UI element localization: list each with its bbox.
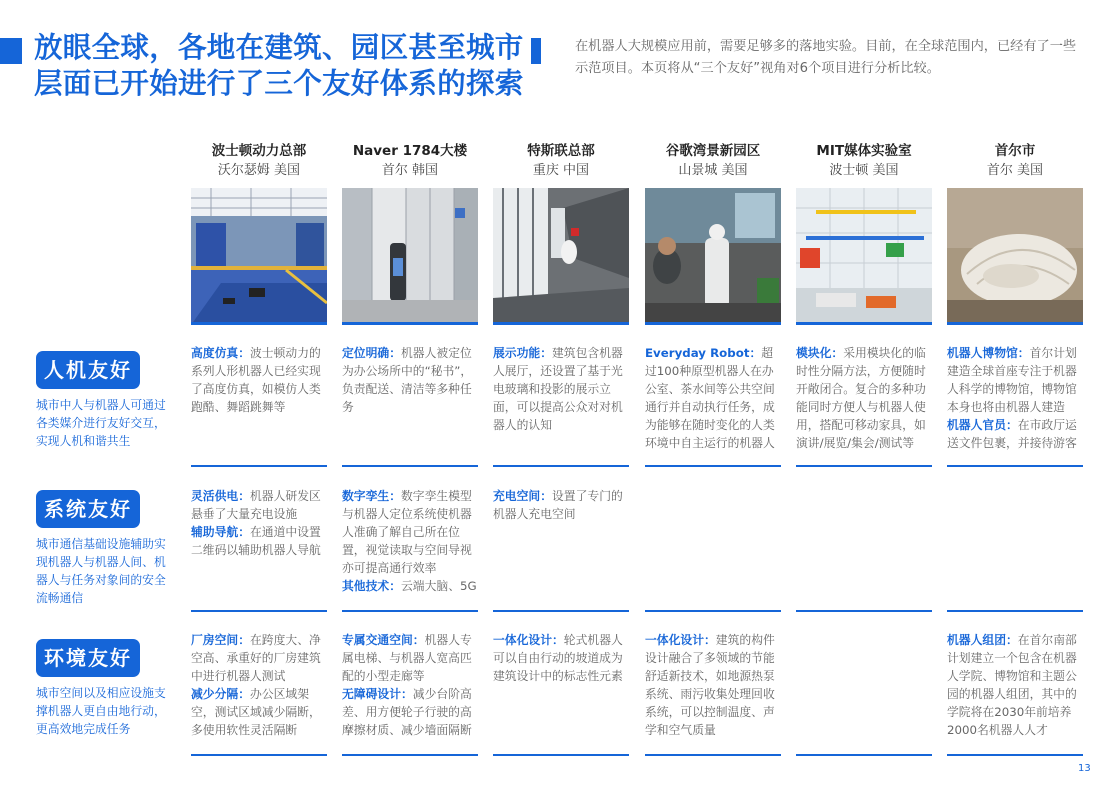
- cell-item: [191, 344, 327, 416]
- cell-system-naver: [342, 487, 478, 595]
- column-name: 谷歌湾景新园区: [665, 143, 761, 159]
- cell-key: 灵活供电：: [191, 489, 250, 503]
- cell-key: 辅助导航：: [191, 525, 250, 539]
- cell-item: [493, 487, 629, 523]
- cell-value: 机器人被定位为办公场所中的“秘书”，负责配送、清洁等多种任务: [342, 346, 473, 414]
- row-divider: [191, 465, 327, 467]
- cell-value: 波士顿动力的系列人形机器人已经实现了高度仿真，如模仿人类跑酷、舞蹈跳舞等: [191, 346, 321, 414]
- row-divider: [645, 754, 781, 756]
- column-location: 沃尔瑟姆 美国: [217, 163, 301, 178]
- column-location: 重庆 中国: [532, 163, 590, 178]
- column-header-mit-media-lab: [796, 141, 932, 181]
- photo-google-bayview: [645, 188, 781, 325]
- cell-key: 专属交通空间：: [342, 633, 425, 647]
- cell-key: 厂房空间：: [191, 633, 250, 647]
- cell-item: [947, 631, 1083, 739]
- cell-key: 展示功能：: [493, 346, 552, 360]
- cell-environment-terminus: [493, 631, 629, 685]
- cell-item: [191, 631, 327, 685]
- column-header-google-bayview: [645, 141, 781, 181]
- cell-value: 设置了专门的机器人充电空间: [493, 489, 623, 521]
- cell-environment-seoul: [947, 631, 1083, 739]
- cell-environment-boston-dynamics: [191, 631, 327, 739]
- column-header-seoul: [947, 141, 1083, 181]
- intro-text: 在机器人大规模应用前，需要足够多的落地实验。目前，在全球范围内，已经有了一些示范项目。本页将从“三个友好”视角对6个项目进行分析比较。: [575, 39, 1077, 76]
- row-desc-human-robot-friendly: 城市中人与机器人可通过各类媒介进行友好交互，实现人机和谐共生: [36, 398, 166, 448]
- cell-key: 机器人官员：: [947, 418, 1018, 432]
- cell-value: 云端大脑、5G: [401, 579, 477, 593]
- cell-item: [191, 523, 327, 559]
- cell-human-robot-naver: [342, 344, 478, 416]
- row-divider: [796, 465, 932, 467]
- cell-item: [493, 344, 629, 434]
- row-divider: [342, 610, 478, 612]
- cell-environment-naver: [342, 631, 478, 739]
- column-location: 首尔 韩国: [381, 163, 439, 178]
- cell-human-robot-google: [645, 344, 781, 452]
- cell-key: 机器人博物馆：: [947, 346, 1030, 360]
- cell-item: [342, 685, 478, 739]
- cell-key: 一体化设计：: [645, 633, 716, 647]
- title-accent-bar: [0, 38, 22, 64]
- cell-system-boston-dynamics: [191, 487, 327, 559]
- row-divider: [342, 754, 478, 756]
- column-location: 山景城 美国: [678, 163, 748, 178]
- cell-value: 超过100种原型机器人在办公室、茶水间等公共空间通行并自动执行任务，成为能够在随时变化的人类环境中自主运行的机器人: [645, 346, 775, 450]
- row-label-human-robot-friendly: 人机友好: [36, 351, 140, 389]
- cell-item: [342, 577, 478, 595]
- row-divider: [796, 610, 932, 612]
- row-divider: [342, 465, 478, 467]
- cell-value: 建筑包含机器人展厅，还设置了基于光电玻璃和投影的展示立面，可以提高公众对对机器人的认知: [493, 346, 623, 432]
- row-desc-environment-friendly: 城市空间以及相应设施支撑机器人更自由地行动，更高效地完成任务: [36, 686, 166, 736]
- cell-value: 数字孪生模型与机器人定位系统使机器人准确了解自己所在位置，视觉读取与空间导视亦可提高通行效率: [342, 489, 472, 575]
- cell-key: Everyday Robot：: [645, 346, 762, 360]
- cell-item: [342, 631, 478, 685]
- cell-value: 在跨度大、净空高、承重好的厂房建筑中进行机器人测试: [191, 633, 321, 683]
- photo-mit-media-lab: [796, 188, 932, 325]
- column-name: Naver 1784大楼: [352, 143, 468, 159]
- page-number: 13: [1078, 763, 1091, 774]
- cell-key: 充电空间：: [493, 489, 552, 503]
- column-location: 首尔 美国: [986, 163, 1044, 178]
- cell-human-robot-seoul: [947, 344, 1083, 452]
- title-accent-bar-end: [531, 38, 541, 64]
- column-header-naver: [342, 141, 478, 181]
- page-title: 放眼全球，各地在建筑、园区甚至城市层面已开始进行了三个友好体系的探索: [34, 31, 524, 100]
- column-name: MIT媒体实验室: [816, 143, 912, 159]
- row-divider: [493, 465, 629, 467]
- cell-key: 高度仿真：: [191, 346, 250, 360]
- cell-item: [645, 631, 781, 739]
- cell-value: 机器人研发区悬垂了大量充电设施: [191, 489, 321, 521]
- cell-human-robot-mit: [796, 344, 932, 452]
- cell-value: 首尔计划建造全球首座专注于机器人科学的博物馆，博物馆本身也将由机器人建造: [947, 346, 1077, 414]
- cell-key: 无障碍设计：: [342, 687, 413, 701]
- cell-key: 其他技术：: [342, 579, 401, 593]
- cell-value: 在首尔南部计划建立一个包含在机器人学院、博物馆和主题公园的机器人组团，其中的学院将在2030年前培养2000名机器人人才: [947, 633, 1077, 737]
- row-divider: [947, 465, 1083, 467]
- cell-value: 在市政厅运送文件包裹，并接待游客: [947, 418, 1077, 450]
- column-location: 波士顿 美国: [829, 163, 899, 178]
- cell-value: 采用模块化的临时性分隔方法，方便随时开敞闭合。复合的多种功能同时方便人与机器人使用，搭配可移动家具，如演讲/展览/集会/测试等: [796, 346, 926, 450]
- row-divider: [191, 754, 327, 756]
- cell-value: 机器人专属电梯、与机器人宽高匹配的小型走廊等: [342, 633, 472, 683]
- photo-naver-1784-office: [342, 188, 478, 325]
- cell-key: 定位明确：: [342, 346, 401, 360]
- row-divider: [947, 610, 1083, 612]
- cell-value: 办公区域架空，测试区域减少隔断，多使用软性灵活隔断: [191, 687, 321, 737]
- cell-human-robot-terminus: [493, 344, 629, 434]
- photo-boston-dynamics-lab: [191, 188, 327, 325]
- cell-item: [796, 344, 932, 452]
- cell-value: 在通道中设置二维码以辅助机器人导航: [191, 525, 321, 557]
- cell-item: [645, 344, 781, 452]
- row-divider: [947, 754, 1083, 756]
- cell-key: 模块化：: [796, 346, 844, 360]
- cell-value: 建筑的构件设计融合了多领域的节能舒适新技术，如地源热泵系统、雨污收集处理回收系统，可以控制温度、声学和空气质量: [645, 633, 775, 737]
- cell-key: 数字孪生：: [342, 489, 401, 503]
- photo-seoul-robot-museum: [947, 188, 1083, 325]
- cell-key: 一体化设计：: [493, 633, 564, 647]
- cell-key: 机器人组团：: [947, 633, 1018, 647]
- cell-value: 轮式机器人可以自由行动的坡道成为建筑设计中的标志性元素: [493, 633, 623, 683]
- cell-key: 减少分隔：: [191, 687, 250, 701]
- cell-item: [191, 487, 327, 523]
- row-divider: [645, 465, 781, 467]
- column-name: 特斯联总部: [527, 143, 595, 159]
- cell-item: [947, 344, 1083, 416]
- column-name: 首尔市: [994, 143, 1036, 159]
- row-divider: [645, 610, 781, 612]
- cell-human-robot-boston-dynamics: [191, 344, 327, 416]
- column-name: 波士顿动力总部: [211, 143, 307, 159]
- cell-system-terminus: [493, 487, 629, 523]
- cell-value: 减少台阶高差、用方便轮子行驶的高摩擦材质、减少墙面隔断: [342, 687, 472, 737]
- cell-item: [947, 416, 1083, 452]
- cell-item: [342, 487, 478, 577]
- cell-item: [191, 685, 327, 739]
- column-header-terminus: [493, 141, 629, 181]
- row-divider: [493, 754, 629, 756]
- photo-terminus-hq: [493, 188, 629, 325]
- row-label-system-friendly: 系统友好: [36, 490, 140, 528]
- row-divider: [191, 610, 327, 612]
- row-label-environment-friendly: 环境友好: [36, 639, 140, 677]
- row-desc-system-friendly: 城市通信基础设施辅助实现机器人与机器人间、机器人与任务对象间的安全流畅通信: [36, 537, 166, 605]
- cell-item: [342, 344, 478, 416]
- cell-environment-google: [645, 631, 781, 739]
- column-header-boston-dynamics: [191, 141, 327, 181]
- row-divider: [493, 610, 629, 612]
- row-divider: [796, 754, 932, 756]
- cell-item: [493, 631, 629, 685]
